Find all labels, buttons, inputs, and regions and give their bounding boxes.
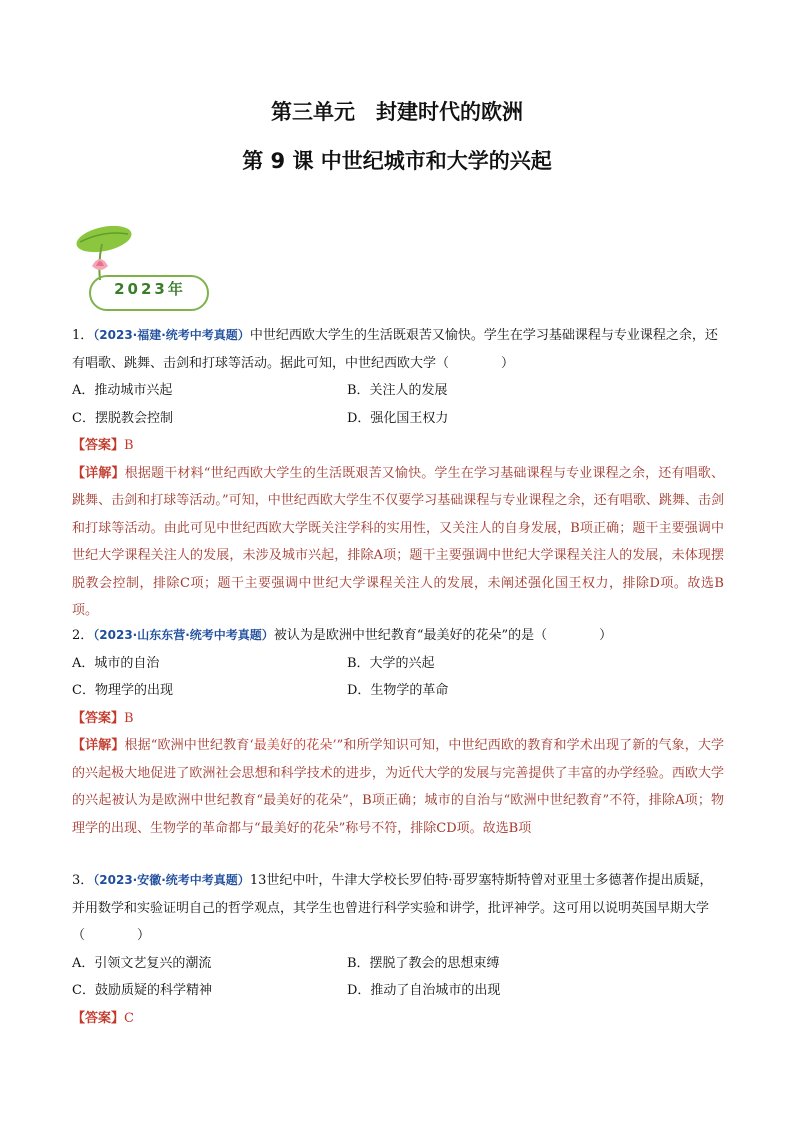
option-d: D．生物学的革命 [347,683,449,698]
question-source: （2023·安徽·统考中考真题） [93,873,250,887]
question-stem [72,622,724,650]
question-3 [72,867,724,1032]
option-a: A．城市的自治 [72,655,160,671]
question-number: 2． [72,628,94,643]
question-2 [72,622,724,842]
question-stem [72,867,724,950]
detail-text: ”和所学知识可知，中世纪西欧的教育和学术出现了新的气象，大学的兴起极大地促进了欧洲社会思想和科学技术的进步，为近代大学的发展与完善提供了丰富的办学经验。西欧大学的兴起被认为是欧洲中世纪教育“最美好的花朵”，B项正确；城市的自治与“欧洲中世纪教育”不符，排除A项；物理学的出现、生物学的革命都与“最美好的花朵”称号不符，排除CD项。故选B项 [72,738,724,836]
unit-title: 第三单元 封建时代的欧洲 [271,100,523,124]
option-b: B．摆脱了教会的思想束缚 [347,955,500,971]
question-source: （2023·山东东营·统考中考真题） [93,628,274,642]
question-text: 13世纪中叶，牛津大学校长罗伯特·哥罗塞特斯特曾对亚里士多德著作提出质疑，并用数学和实验证明自己的哲学观点，其学生也曾进行科学实验和讲学，批评神学。这可用以说明英国早期大学（ ） [72,873,713,943]
answer-line [72,1005,724,1033]
answer-value: C [124,1010,134,1026]
options [72,377,724,432]
year-section-badge [70,222,212,314]
option-b: B．关注人的发展 [347,383,448,398]
detail-tag: 【详解】 [72,465,125,481]
detail-paragraph [72,460,724,625]
option-c: C．摆脱教会控制 [72,410,173,426]
question-number: 1． [72,328,94,343]
question-source: （2023·福建·统考中考真题） [93,328,250,342]
year-label: 2023年 [114,280,186,298]
answer-tag: 【答案】 [72,438,125,453]
option-d: D．推动了自治城市的出现 [347,983,501,998]
answer-value: B [124,710,134,726]
question-stem [72,322,724,377]
option-c: C．物理学的出现 [72,683,173,698]
options [72,950,724,1005]
answer-tag: 【答案】 [72,710,125,726]
options [72,650,724,705]
question-text: 被认为是欧洲中世纪教育“最美好的花朵”的是（ ） [273,628,613,643]
option-a: A．推动城市兴起 [72,383,173,398]
detail-paragraph [72,732,724,842]
answer-tag: 【答案】 [72,1010,125,1026]
question-text: 中世纪西欧大学生的生活既艰苦又愉快。学生在学习基础课程与专业课程之余，还有唱歌、跳舞、击剑和打球等活动。据此可知，中世纪西欧大学（ ） [72,328,718,371]
question-1 [72,322,724,625]
answer-line [72,432,724,460]
option-d: D．强化国王权力 [347,410,449,426]
detail-tag: 【详解】 [72,738,125,753]
detail-quote: ‘最美好的花朵’ [249,738,337,753]
question-number: 3． [72,873,94,888]
option-c: C．鼓励质疑的科学精神 [72,983,212,998]
answer-value: B [124,438,134,453]
detail-text: 根据题干材料“世纪西欧大学生的生活既艰苦又愉快。学生在学习基础课程与专业课程之余，还有唱歌、跳舞、击剑和打球等活动。”可知，中世纪西欧大学生不仅要学习基础课程与专业课程之余，还有唱歌、跳舞、击剑和打球等活动。由此可见中世纪西欧大学既关注学科的实用性，又关注人的自身发展，B项正确；题干主要强调中世纪大学课程关注人的发展，未涉及城市兴起，排除A项；题干主要强调中世纪大学课程关注人的发展，未体现摆脱教会控制，排除C项；题干主要强调中世纪大学课程关注人的发展，未阐述强化国王权力，排除D项。故选B项。 [72,465,724,618]
lotus-leaf-icon [70,222,212,314]
option-b: B．大学的兴起 [347,655,435,671]
option-a: A．引领文艺复兴的潮流 [72,955,212,971]
answer-line [72,705,724,733]
lesson-title: 第 9 课 中世纪城市和大学的兴起 [242,149,552,173]
detail-text-lead: 根据“欧洲中世纪教育 [124,738,250,753]
